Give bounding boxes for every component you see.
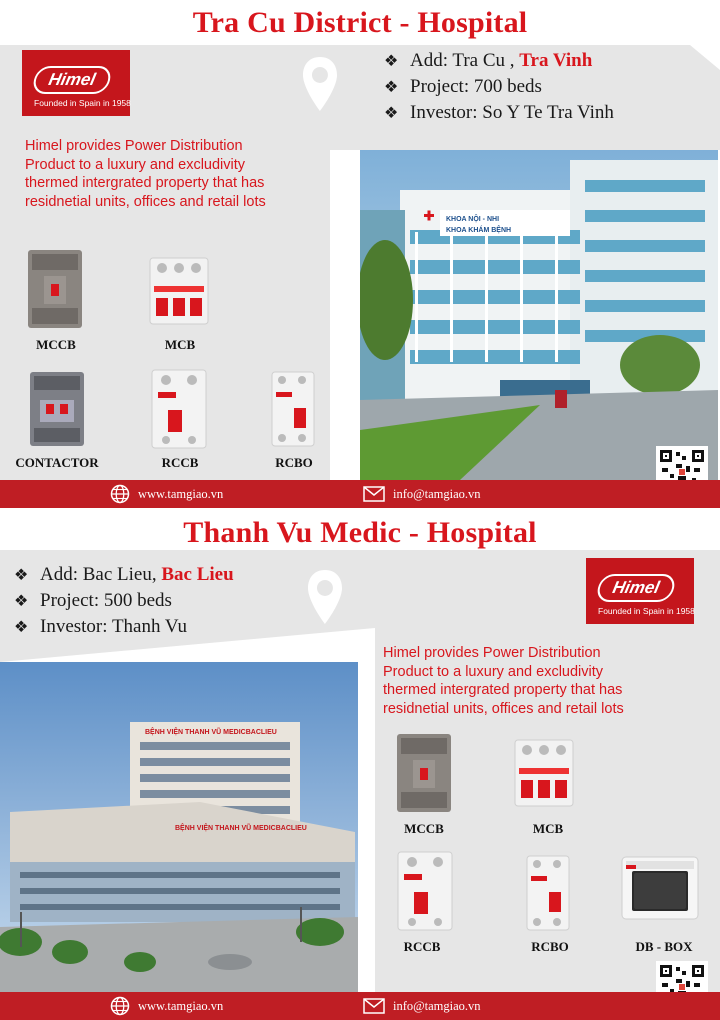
product-label-mccb: MCCB (36, 337, 76, 352)
footer-bar (0, 480, 720, 508)
project-info-list (384, 48, 614, 126)
product-mccb-image (26, 248, 84, 330)
location-pin-icon (300, 55, 340, 115)
himel-logo: Himel Founded in Spain in 1958 (22, 50, 130, 116)
product-label-contactor: CONTACTOR (15, 455, 99, 470)
mail-icon (363, 486, 385, 502)
product-label-mcb: MCB (532, 821, 564, 836)
footer-website[interactable]: www.tamgiao.vn (110, 480, 223, 508)
info-address: ❖ Add: Bac Lieu, Bac Lieu (14, 564, 234, 585)
photo-sign-top: KHOA NỘI - NHI (446, 216, 500, 223)
hospital-photo (360, 150, 718, 480)
section-title: Tra Cu District - Hospital (192, 6, 528, 39)
footer-email[interactable]: info@tamgiao.vn (363, 992, 481, 1020)
photo-sign-bottom: KHOA KHÁM BỆNH (446, 227, 512, 234)
product-rccb-image (396, 850, 454, 932)
product-label-mccb: MCCB (404, 821, 444, 836)
product-label-rcbo: RCBO (531, 939, 569, 954)
product-contactor-image (28, 370, 86, 448)
project-section-thanh-vu (0, 510, 720, 1020)
product-label-rccb: RCCB (161, 455, 199, 470)
info-project: ❖ Project: 700 beds (384, 76, 542, 97)
info-investor: ❖ Investor: Thanh Vu (14, 616, 187, 637)
product-label-mcb: MCB (164, 337, 196, 352)
photo-sign-bottom: BỆNH VIỆN THANH VŨ MEDICBACLIEU (175, 825, 307, 832)
description: Himel provides Power Distribution Product to a luxury and excludivity thermed intergrated property that has residnetial units, offices and retail lots (383, 645, 624, 717)
product-rcbo-image (270, 370, 316, 448)
photo-sign-top: BỆNH VIỆN THANH VŨ MEDICBACLIEU (145, 729, 277, 736)
info-address: ❖ Add: Tra Cu , Tra Vinh (384, 50, 593, 71)
product-label-db-box: DB - BOX (635, 939, 693, 954)
product-rcbo-image (525, 854, 571, 932)
globe-icon (110, 996, 130, 1016)
project-info-list (14, 562, 234, 640)
footer-bar (0, 992, 720, 1020)
info-investor: ❖ Investor: So Y Te Tra Vinh (384, 102, 614, 123)
product-mcb-image (513, 738, 575, 808)
description: Himel provides Power Distribution Product to a luxury and excludivity thermed intergrated property that has residnetial units, offices and retail lots (25, 138, 266, 210)
mail-icon (363, 998, 385, 1014)
footer-website[interactable]: www.tamgiao.vn (110, 992, 223, 1020)
section-title: Thanh Vu Medic - Hospital (183, 516, 537, 549)
product-rccb-image (150, 368, 208, 450)
himel-logo: Himel Founded in Spain in 1958 (586, 558, 694, 624)
product-mccb-image (395, 732, 453, 814)
product-label-rccb: RCCB (403, 939, 441, 954)
globe-icon (110, 484, 130, 504)
location-pin-icon (305, 568, 345, 628)
product-label-rcbo: RCBO (275, 455, 313, 470)
product-dbbox-image (620, 855, 700, 921)
product-mcb-image (148, 256, 210, 326)
info-project: ❖ Project: 500 beds (14, 590, 172, 611)
hospital-photo (0, 662, 358, 992)
footer-email[interactable]: info@tamgiao.vn (363, 480, 481, 508)
